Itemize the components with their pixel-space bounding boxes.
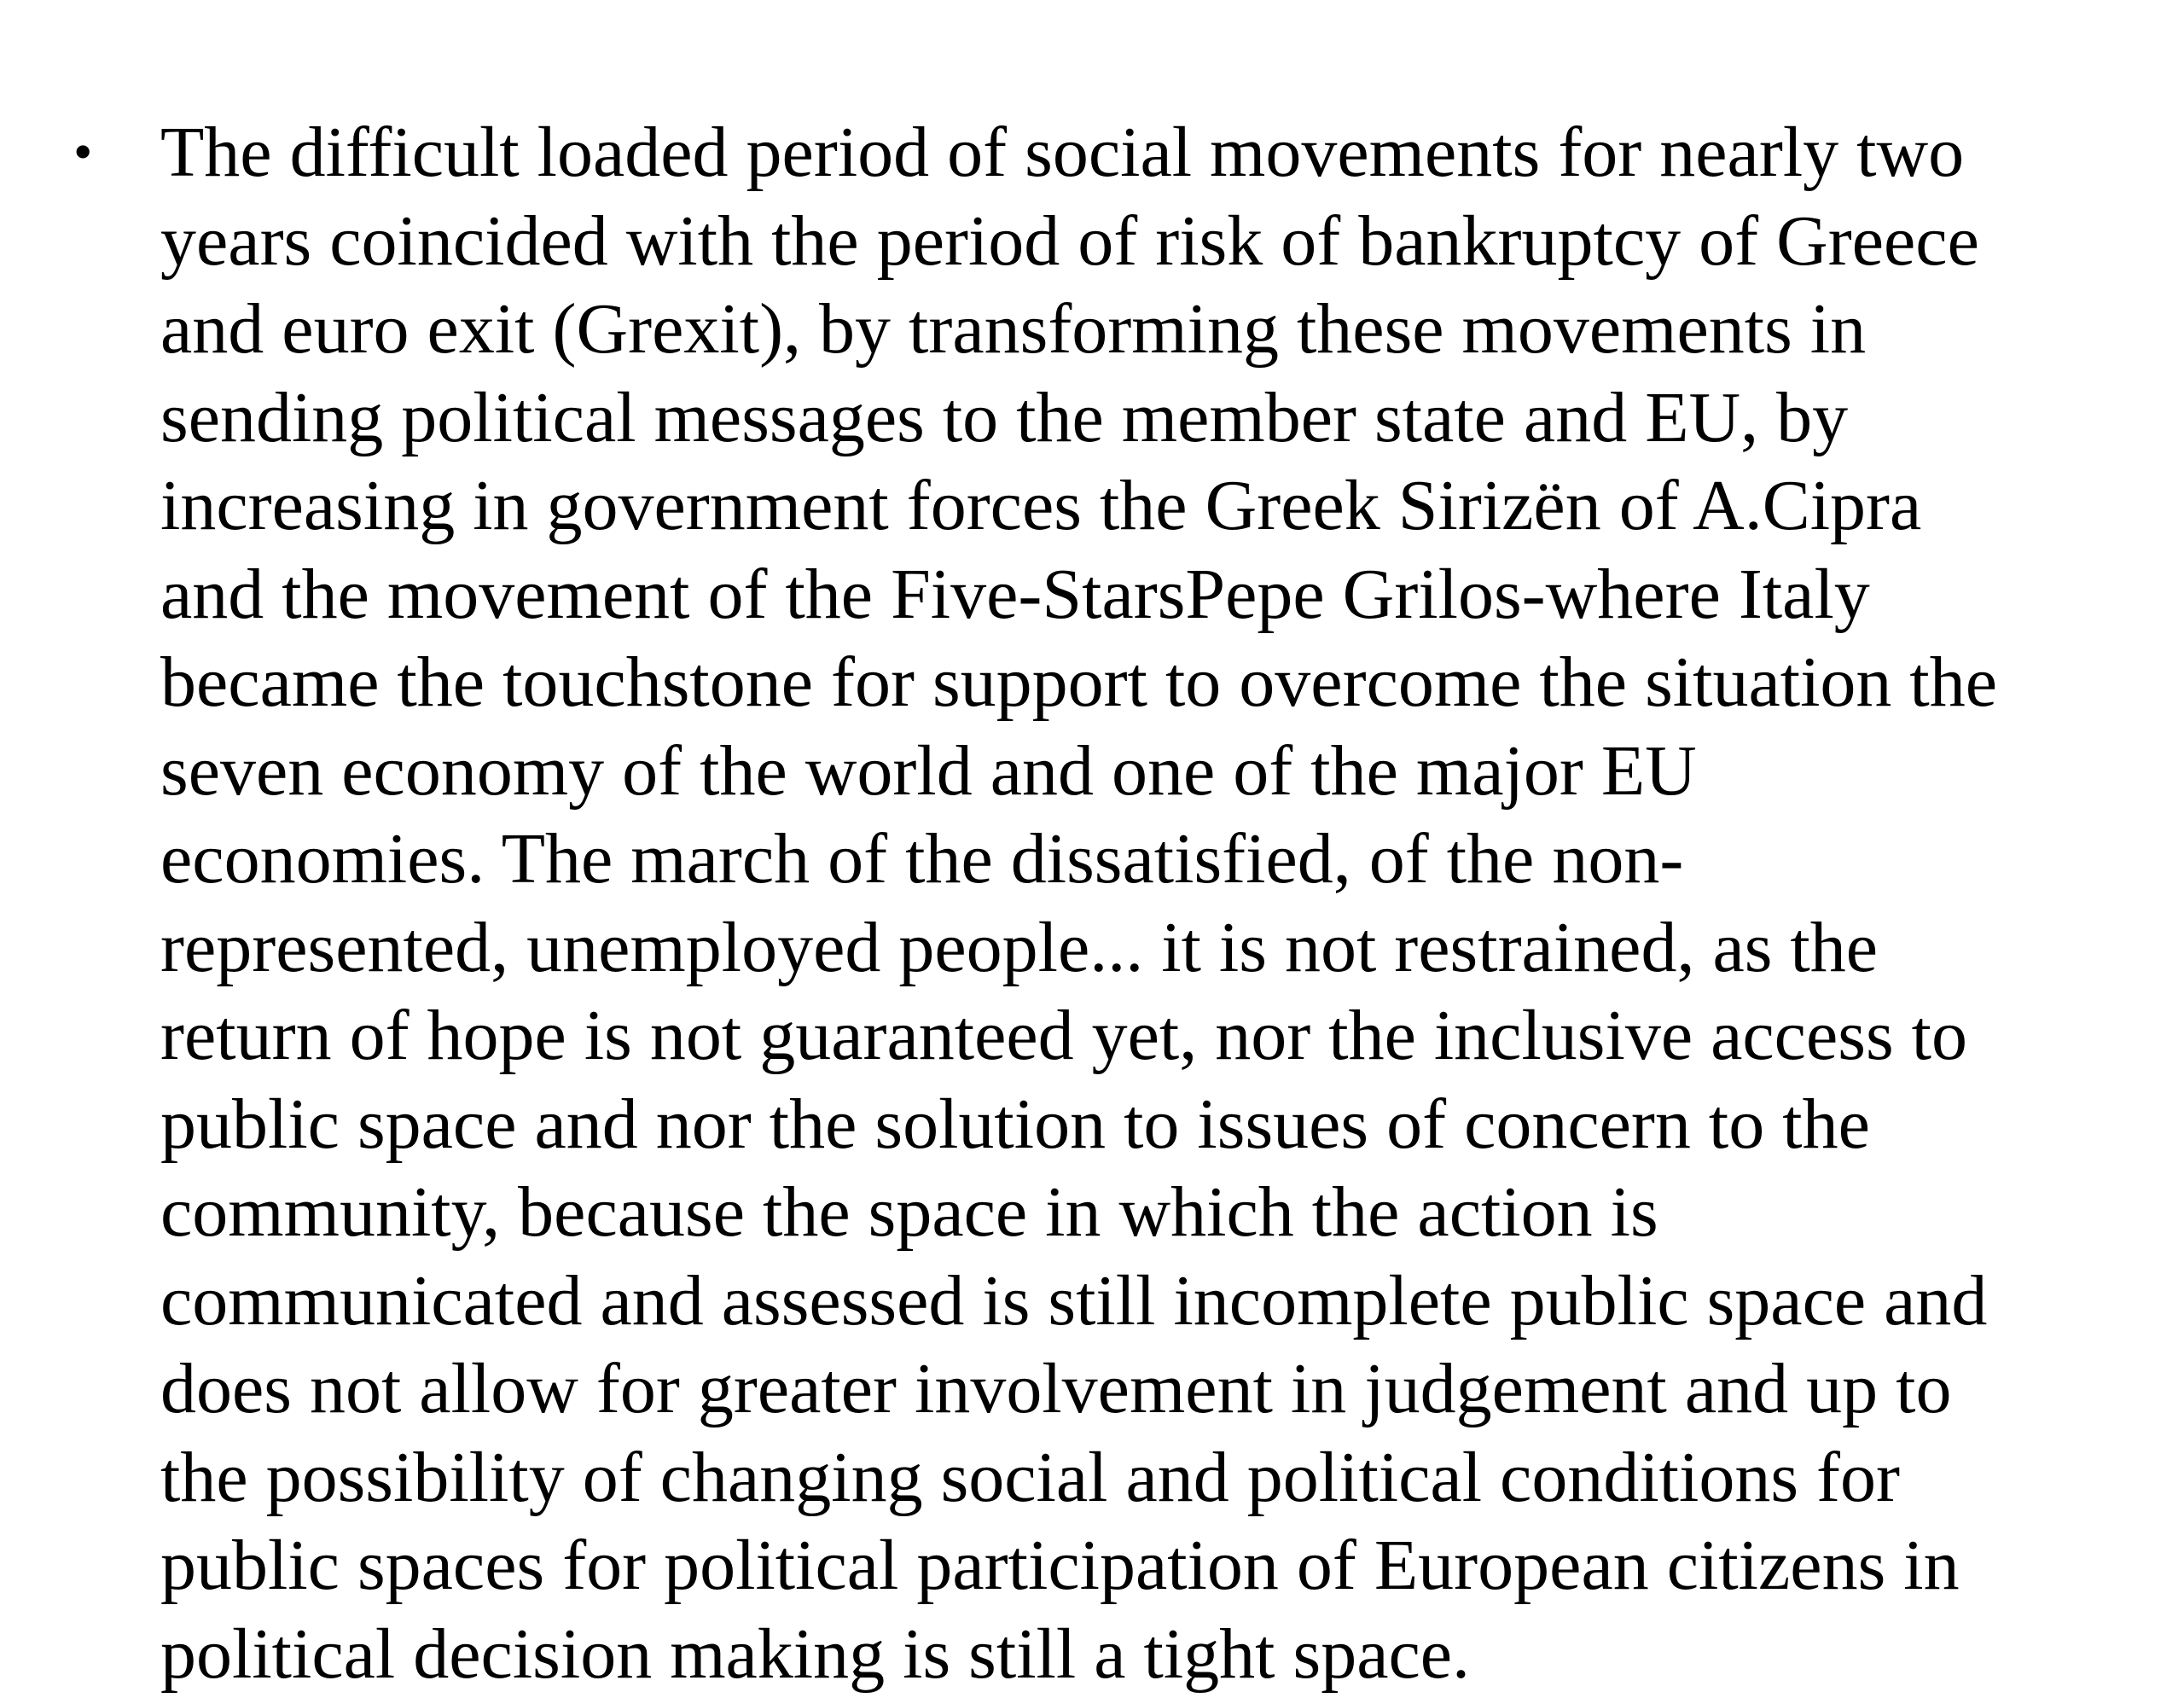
- text-line: became the touchstone for support to overcome the situation the: [160, 638, 1997, 727]
- text-line: public spaces for political participation of European citizens in: [160, 1521, 1997, 1610]
- text-line: the possibility of changing social and political conditions for: [160, 1433, 1997, 1522]
- text-line: The difficult loaded period of social movements for nearly two: [160, 108, 1997, 197]
- text-line: economies. The march of the dissatisfied, of the non-: [160, 815, 1997, 904]
- text-line: community, because the space in which the action is: [160, 1168, 1997, 1257]
- bullet-dot-icon: •: [73, 126, 92, 177]
- bullet-paragraph: [160, 108, 1997, 1698]
- text-line: increasing in government forces the Greek Sirizën of A.Cipra: [160, 462, 1997, 550]
- text-line: does not allow for greater involvement in judgement and up to: [160, 1345, 1997, 1433]
- text-line: and the movement of the Five-StarsPepe Grilos-where Italy: [160, 550, 1997, 639]
- text-line: sending political messages to the member state and EU, by: [160, 374, 1997, 462]
- text-line: seven economy of the world and one of the major EU: [160, 727, 1997, 816]
- text-line: political decision making is still a tight space.: [160, 1610, 1997, 1698]
- text-line: communicated and assessed is still incomplete public space and: [160, 1257, 1997, 1346]
- text-line: return of hope is not guaranteed yet, nor the inclusive access to: [160, 991, 1997, 1080]
- text-line: years coincided with the period of risk of bankruptcy of Greece: [160, 197, 1997, 286]
- text-line: public space and nor the solution to issues of concern to the: [160, 1080, 1997, 1169]
- text-line: represented, unemployed people... it is not restrained, as the: [160, 904, 1997, 992]
- text-line: and euro exit (Grexit), by transforming these movements in: [160, 285, 1997, 374]
